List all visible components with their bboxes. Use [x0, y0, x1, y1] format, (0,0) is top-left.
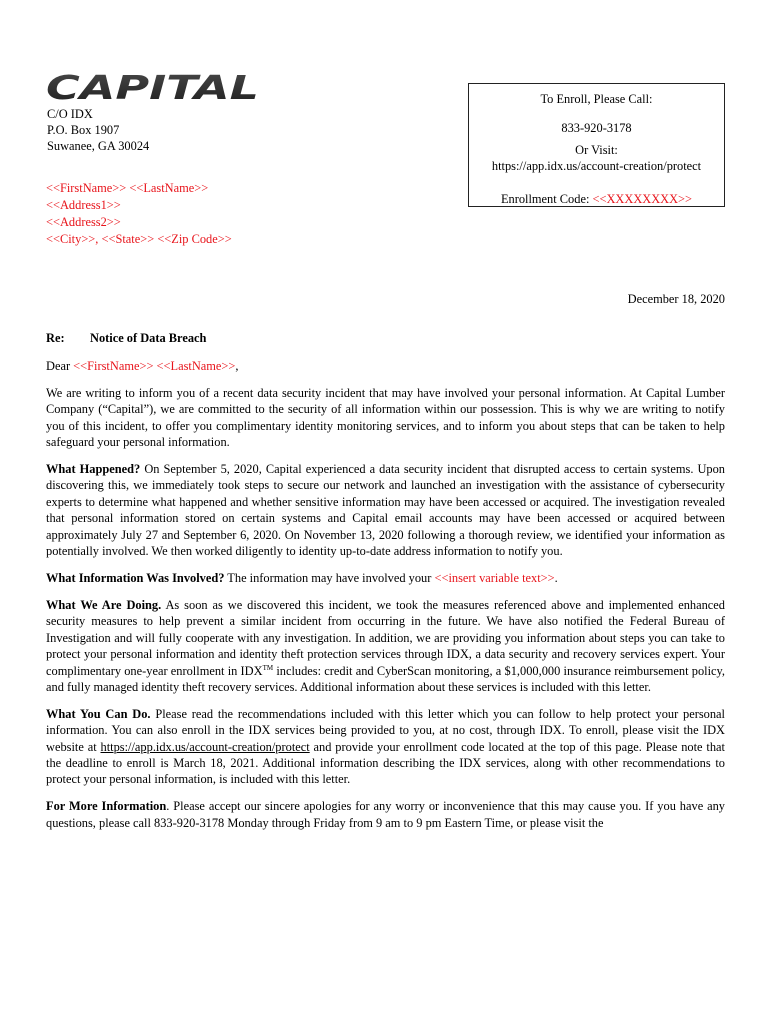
recipient-name: <<FirstName>> <<LastName>> [46, 181, 209, 195]
enroll-code-line [469, 191, 724, 207]
enroll-code-label: Enrollment Code: [500, 192, 593, 206]
what-you-can-do-text-2: and provide your enrollment code located at the top of this page. Please note that the deadline to enroll is March 18, 2021. Additional information describing the IDX services, along with other recommendations to protect your personal information, is included with this letter. [46, 739, 725, 787]
what-info-text: The information may have involved your [224, 570, 435, 585]
subject-text: Notice of Data Breach [90, 331, 207, 345]
capital-logo [45, 68, 261, 104]
recipient-address [46, 180, 232, 248]
enroll-visit-label: Or Visit: [575, 143, 618, 157]
recipient-city-line: <<City>>, <<State>> <<Zip Code>> [46, 232, 232, 246]
salutation-prefix: Dear [46, 359, 74, 373]
return-address-line: Suwanee, GA 30024 [47, 139, 150, 154]
what-happened-heading: What Happened? [46, 462, 141, 477]
recipient-address1: <<Address1>> [46, 198, 121, 212]
subject-label: Re: [46, 331, 65, 345]
what-info-variable: <<insert variable text>> [434, 570, 555, 585]
enroll-phone: 833-920-3178 [561, 121, 632, 135]
what-you-can-do-paragraph [46, 706, 725, 788]
intro-paragraph: We are writing to inform you of a recent data security incident that may have involved your personal information. At Capital Lumber Company (“Capital”), we are committed to the security of all information within our possession. This is why we are writing to notify you of this incident, to offer you complimentary identity monitoring services, and to inform you about steps that can be taken to help safeguard your personal information. [46, 385, 725, 450]
what-happened-text: On September 5, 2020, Capital experienced a data security incident that disrupted access to certain systems. Upon discovering this, we immediately took steps to secure our network and launched an investigation with the assistance of cybersecurity experts to determine what happened and whether sensitive information may have been accessed or acquired. The investigation revealed that personal information stored on certain systems and Capital email accounts may have been accessed or acquired between approximately July 27 and September 6, 2020. On November 13, 2020 following a thorough review, we identified your information as potentially involved. We then worked diligently to identity up-to-date address information to notify you. [46, 462, 726, 559]
enroll-url[interactable]: https://app.idx.us/account-creation/protect [491, 159, 702, 173]
what-you-can-do-text-1: Please read the recommendations included with this letter which you can follow to help protect your personal information. You can also enroll in the IDX services being provided to you, at no cost, through IDX. To enroll, please visit the IDX website at [46, 706, 725, 754]
what-doing-heading: What We Are Doing. [46, 597, 162, 612]
what-doing-paragraph [46, 597, 725, 695]
what-info-paragraph [46, 570, 725, 586]
more-info-paragraph [46, 798, 725, 831]
recipient-address2: <<Address2>> [46, 215, 121, 229]
more-info-heading: For More Information [46, 799, 167, 814]
return-address-line: C/O IDX [47, 107, 93, 121]
enrollment-box [468, 83, 725, 207]
enroll-call-label: To Enroll, Please Call: [540, 92, 653, 106]
idx-website-link[interactable]: https://app.idx.us/account-creation/protect [100, 739, 310, 754]
what-you-can-do-heading: What You Can Do. [46, 706, 151, 721]
what-info-heading: What Information Was Involved? [46, 570, 225, 585]
return-address [47, 106, 149, 155]
subject-line [46, 330, 206, 346]
what-doing-text-1: As soon as we discovered this incident, we took the measures referenced above and implemented enhanced security measures to help prevent a similar incident from occurring in the future. We have also notified the Federal Bureau of Investigation and will fully cooperate with any investigation. In addition, we are providing you information about steps you can take to protect your personal information and identity theft protection services through IDX, a data security and recovery services expert. Your complimentary one-year enrollment in IDX [46, 597, 725, 678]
letter-date: December 18, 2020 [627, 292, 725, 306]
enroll-code-value: <<XXXXXXXX>> [592, 192, 693, 206]
salutation [46, 358, 725, 374]
what-info-end: . [554, 570, 558, 585]
salutation-name: <<FirstName>> <<LastName>> [73, 359, 236, 373]
salutation-suffix: , [235, 359, 239, 373]
what-doing-text-2: includes: credit and CyberScan monitoring, a $1,000,000 insurance reimbursement policy, and fully managed identity theft recovery services. Additional information about these services is included with this letter. [46, 663, 726, 694]
letter-body [46, 358, 725, 842]
what-happened-paragraph [46, 461, 725, 559]
trademark-mark: TM [262, 663, 274, 672]
logo-wordmark: CAPITAL [46, 68, 259, 104]
more-info-text: . Please accept our sincere apologies for any worry or inconvenience that this may cause you. If you have any questions, please call 833-920-3178 Monday through Friday from 9 am to 9 pm Eastern Time, or please visit the [46, 799, 725, 830]
return-address-line: P.O. Box 1907 [47, 123, 120, 138]
